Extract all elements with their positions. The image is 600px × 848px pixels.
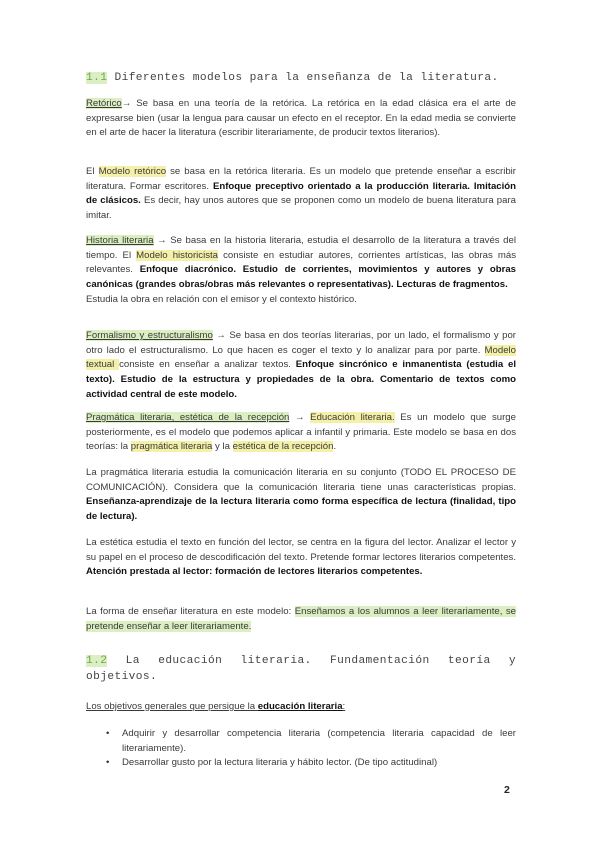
paragraph-text: consiste en estudiar autores, corrientes artísticas, las obras más relevantes. xyxy=(86,249,516,276)
paragraph-retorico xyxy=(86,97,516,141)
paragraph-text: . xyxy=(333,441,337,453)
bold-text: educación literaria xyxy=(257,701,343,712)
paragraph-text: y la xyxy=(212,441,233,453)
paragraph-text: Estudia la obra en relación con el emisor y el contexto histórico. xyxy=(86,293,357,305)
term-modelo-textual: Modelo textual xyxy=(86,344,516,371)
term-modelo-retorico: Modelo retórico xyxy=(98,166,167,177)
term-estetica-recepcion: estética de la recepción xyxy=(232,441,334,453)
paragraph-forma-ensenar xyxy=(86,605,516,634)
arrow: → xyxy=(153,235,171,246)
paragraph-text: Es decir, hay unos autores que se proponen como un modelo de buena literatura para imitar. xyxy=(86,195,516,222)
page-number: 2 xyxy=(504,784,510,796)
bold-text: Enfoque sincrónico e inmanentista (estudia el texto). Estudio de la estructura y propiedades de la obra. Comentario de textos como actividad central de este modelo. xyxy=(86,359,516,400)
term-retorico: Retórico xyxy=(86,98,122,109)
paragraph-historia-literaria xyxy=(86,234,516,308)
paragraph-text: La pragmática literaria estudia la comunicación literaria en su conjunto (TODO EL PROCESO DE COMUNICACIÓN). Considera que la comunicación literaria tiene unas características propias. xyxy=(86,467,516,493)
paragraph-formalismo xyxy=(86,329,516,403)
section-number: 1.1 xyxy=(86,72,108,84)
list-item: • Adquirir y desarrollar competencia literaria (competencia literaria capacidad de leer literariamente). xyxy=(100,727,516,756)
paragraph-pragmatica xyxy=(86,411,516,455)
paragraph-text: Es un modelo que surge posteriormente, es el modelo que podemos aplicar a infantil y primaria. Este modelo se basa en dos teorías: la xyxy=(86,412,516,453)
list-item: • Desarrollar gusto por la lectura literaria y hábito lector. (De tipo actitudinal) xyxy=(100,756,516,771)
objetivos-list xyxy=(100,727,516,771)
term-formalismo: Formalismo y estructuralismo xyxy=(86,330,213,341)
paragraph-text: Se basa en la historia literaria, estudia el desarrollo de la literatura a través del tiempo. El xyxy=(86,235,516,261)
arrow: → xyxy=(121,98,132,109)
bold-text: Enfoque diacrónico. Estudio de corrientes, movimientos y autores y obras canónicas (grandes obras/obras más relevantes o representativas). Lecturas de fragmentos. xyxy=(86,264,516,291)
section-heading-1-1 xyxy=(86,72,516,84)
term-pragmatica-estetica: Pragmática literaria, estética de la recepción xyxy=(86,412,290,423)
section-heading-1-2 xyxy=(86,653,516,685)
bold-text: Atención prestada al lector: formación de lectores literarios competentes. xyxy=(86,566,423,578)
paragraph-modelo-retorico xyxy=(86,165,516,224)
paragraph-pragmatica-2 xyxy=(86,466,516,525)
paragraph-estetica xyxy=(86,536,516,580)
term-educacion-literaria: Educación literaria. xyxy=(310,412,395,423)
term-pragmatica-literaria: pragmática literaria xyxy=(130,441,213,453)
paragraph-text: El xyxy=(86,166,99,177)
colon: : xyxy=(342,701,346,712)
paragraph-text: se basa en la retórica literaria. Es un modelo que pretende enseñar a escribir literatura. Formar escritores. xyxy=(86,166,516,192)
section-title: La educación literaria. Fundamentación teoría y objetivos. xyxy=(86,655,516,683)
paragraph-text: consiste en enseñar a analizar textos. xyxy=(119,359,296,371)
bold-text: Enseñanza-aprendizaje de la lectura literaria como forma específica de lectura (finalidad, tipo de lectura). xyxy=(86,496,516,523)
term-historia-literaria: Historia literaria xyxy=(86,235,154,246)
bold-text: Enfoque preceptivo orientado a la producción literaria. Imitación de clásicos. xyxy=(86,180,517,207)
paragraph-text: Se basa en dos teorías literarias, por un lado, el formalismo y por otro lado el estructuralismo. Lo que hacen es coger el texto y lo analizar para por parte. xyxy=(86,330,516,356)
arrow: → xyxy=(289,412,311,423)
section-number: 1.2 xyxy=(86,655,108,667)
term-modelo-historicista: Modelo historicista xyxy=(136,249,219,261)
objetivos-intro xyxy=(86,700,516,715)
objetivos-intro-text: Los objetivos generales que persigue la xyxy=(86,701,258,712)
section-title: Diferentes modelos para la enseñanza de la literatura. xyxy=(114,72,499,84)
paragraph-text: La forma de enseñar literatura en este modelo: xyxy=(86,606,295,617)
paragraph-text: La estética estudia el texto en función del lector, se centra en la figura del lector. Analizar el lector y su papel en el proceso de descodificación del texto. Pretende formar lectores literarios competentes. xyxy=(86,537,516,563)
term-ensenamos: Enseñamos a los alumnos a leer literariamente, se pretende enseñar a leer literariamente. xyxy=(86,606,517,632)
paragraph-text: Se basa en una teoría de la retórica. La retórica en la edad clásica era el arte de expresarse bien (usar la lengua para causar un efecto en el receptor. En la edad media se convierte en el arte de hacer la literatura (escribir literariamente, de producir textos literarios). xyxy=(86,98,516,139)
arrow: → xyxy=(212,330,226,341)
